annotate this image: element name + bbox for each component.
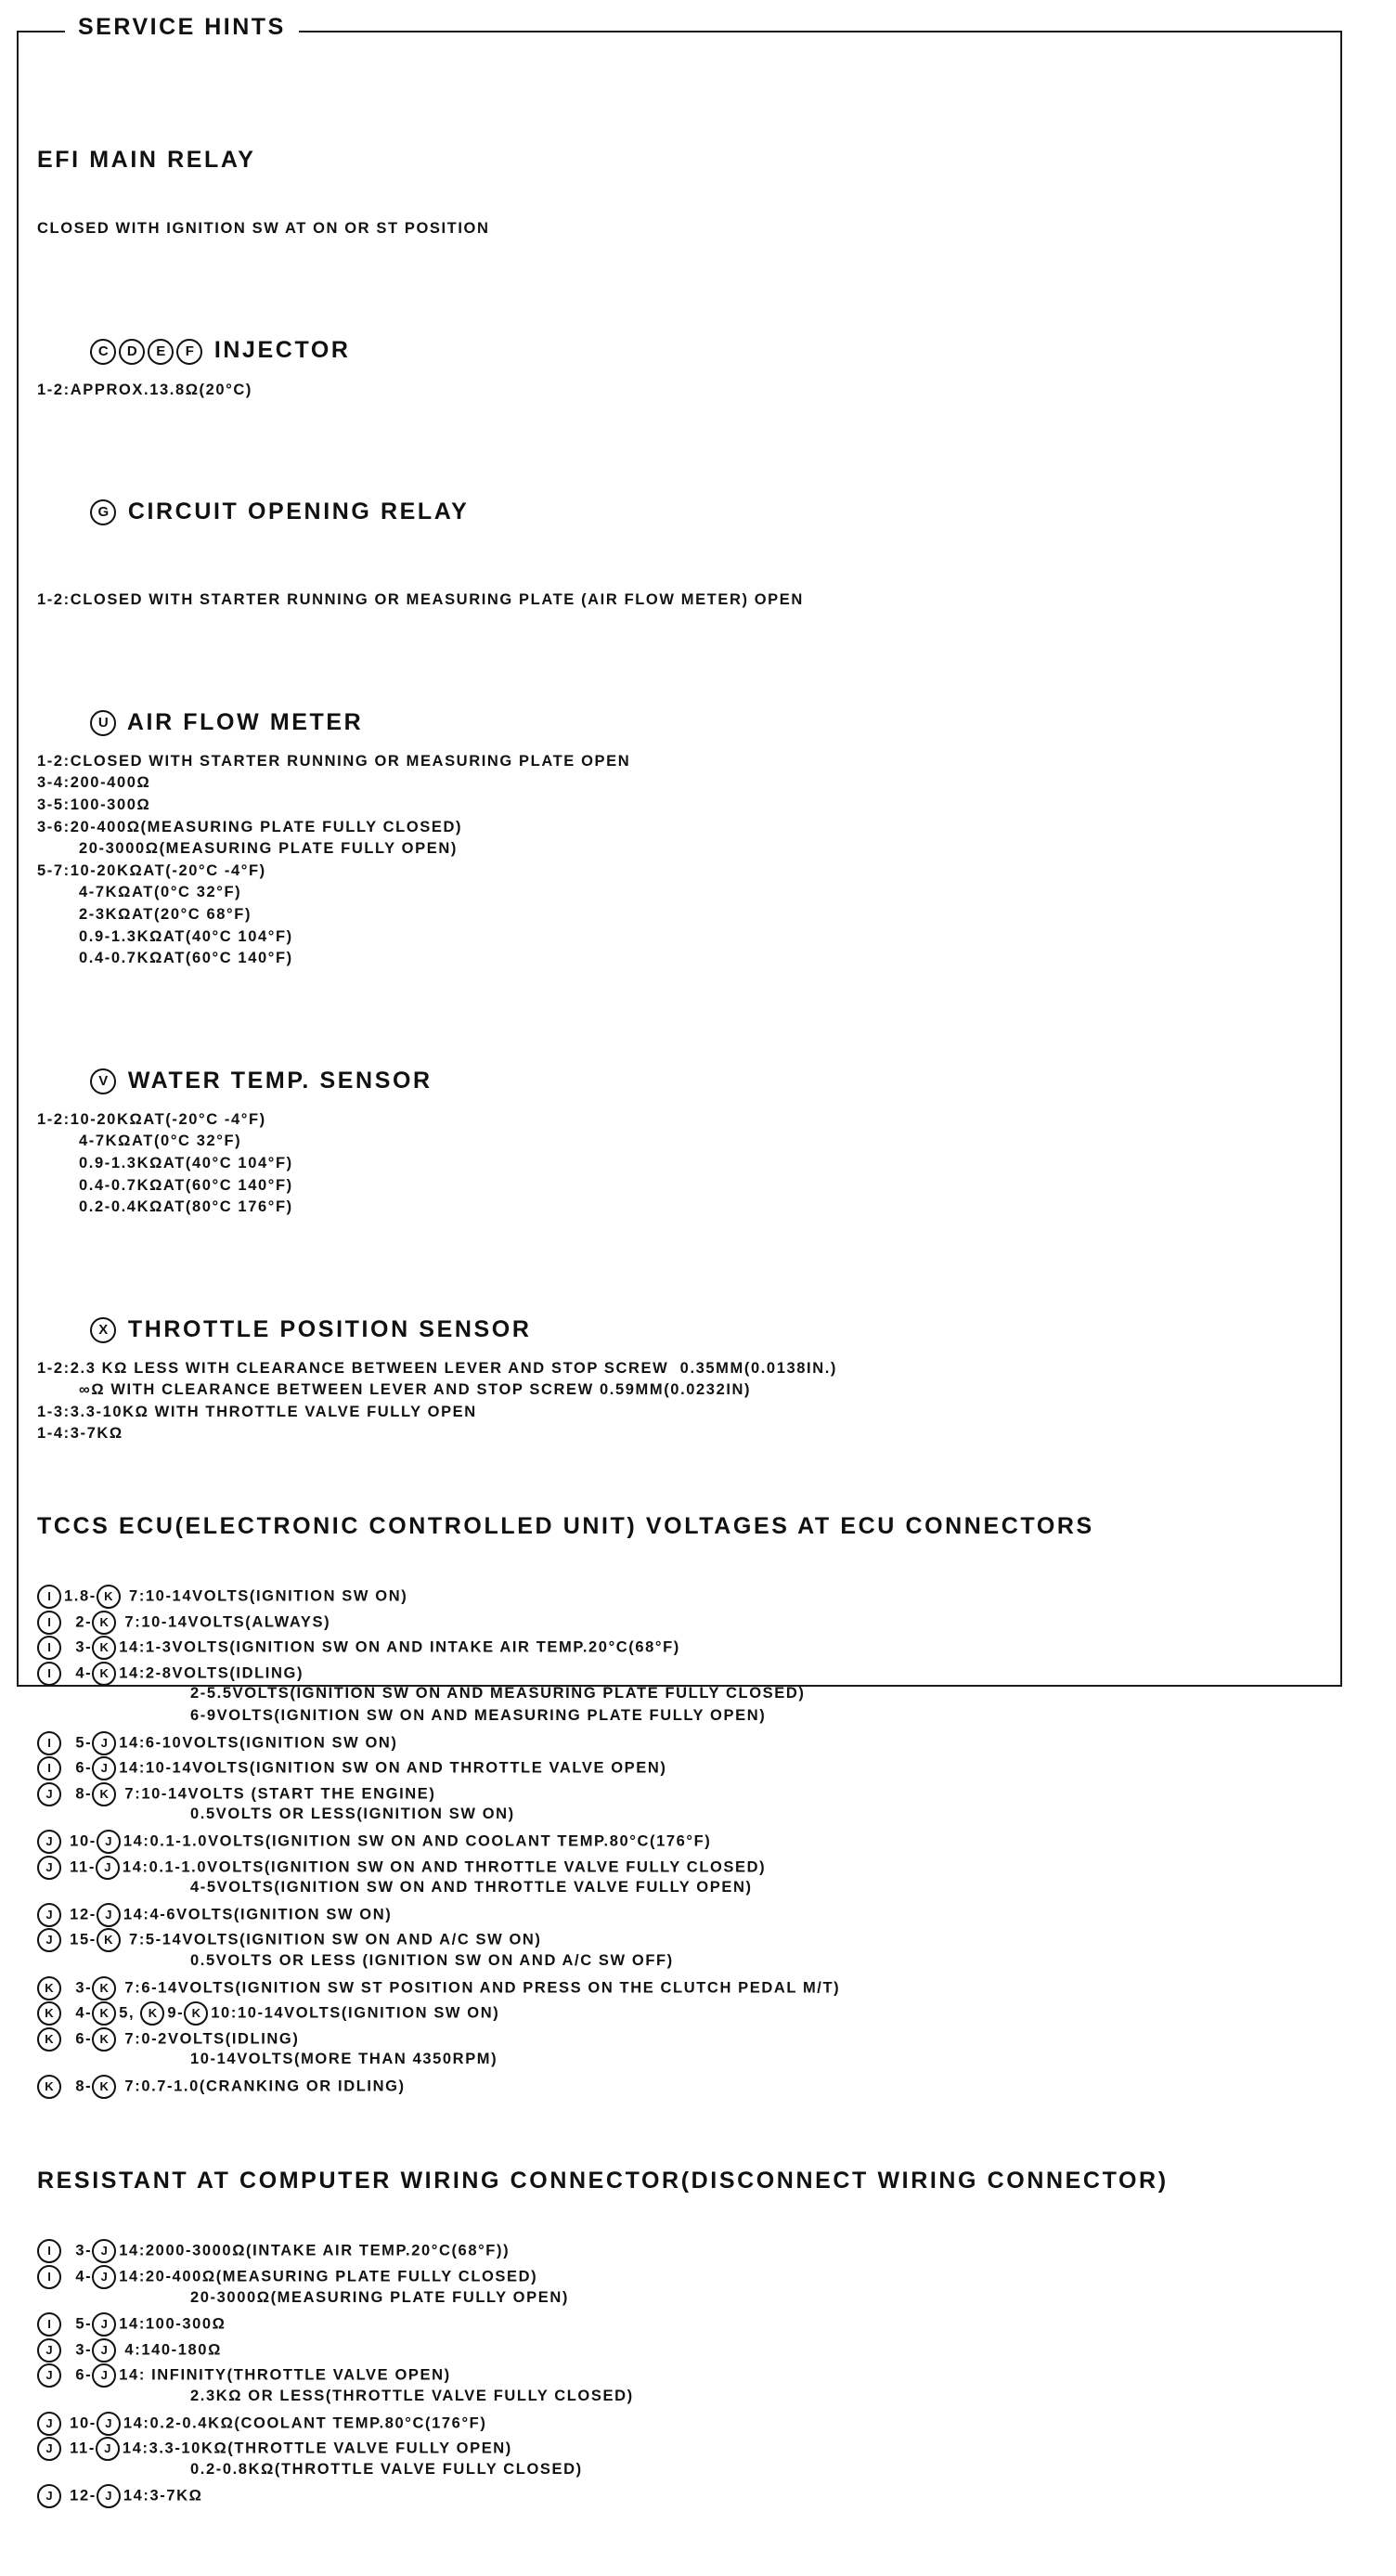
pin-number: 10- — [64, 1832, 97, 1850]
table-row — [37, 2312, 1346, 2335]
connector-k-icon: K — [37, 2075, 61, 2099]
table-row — [37, 1903, 1346, 1925]
air-flow-meter-title: AIR FLOW METER — [126, 708, 364, 735]
spec-value: :3.3-10KΩ(THROTTLE VALVE FULLY OPEN) — [142, 2440, 512, 2457]
air-flow-meter-spec-line: 0.4-0.7KΩAT(60°C 140°F) — [79, 950, 293, 967]
spec-value: :0.7-1.0(CRANKING OR IDLING) — [135, 2078, 406, 2095]
service-hints-content — [37, 79, 1346, 2576]
pin-number: 3- — [64, 1638, 93, 1656]
connector-d-icon: D — [119, 339, 145, 365]
connector-j-icon: J — [37, 2437, 61, 2461]
pin-number: 5- — [64, 2315, 93, 2333]
water-temp-sensor-specs — [37, 1109, 1346, 1219]
table-row — [37, 2412, 1346, 2434]
connector-f-icon: F — [176, 339, 202, 365]
connector-k-icon: K — [92, 1662, 116, 1686]
pin-number: 4- — [64, 2004, 93, 2022]
pin-number: 7 — [119, 2078, 136, 2095]
table-row — [37, 1611, 1346, 1633]
throttle-position-sensor-spec-line: 1-4:3-7KΩ — [37, 1425, 123, 1443]
pin-number: 6- — [64, 2030, 93, 2048]
pin-number: 14 — [119, 1664, 139, 1682]
throttle-position-sensor-specs — [37, 1358, 1346, 1445]
connector-j-icon: J — [97, 2412, 121, 2436]
pin-number: 6- — [64, 2366, 93, 2384]
pin-number: 14 — [119, 2242, 139, 2259]
table-row — [37, 1756, 1346, 1779]
connector-v-icon: V — [90, 1068, 116, 1094]
efi-main-relay-desc: CLOSED WITH IGNITION SW AT ON OR ST POSITION — [37, 219, 490, 237]
connector-k-icon: K — [92, 1782, 116, 1806]
connector-k-icon: K — [97, 1928, 121, 1952]
connector-i-icon: I — [37, 1731, 61, 1755]
spec-value: :6-10VOLTS(IGNITION SW ON) — [138, 1733, 398, 1751]
pin-number: 12- — [64, 2487, 97, 2505]
connector-i-icon: I — [37, 1662, 61, 1686]
pin-number: 7 — [123, 1931, 139, 1948]
table-row — [37, 1856, 1346, 1878]
pin-number: 8- — [64, 1785, 93, 1803]
circuit-opening-relay-desc: 1-2:CLOSED WITH STARTER RUNNING OR MEASURING PLATE (AIR FLOW METER) OPEN — [37, 591, 804, 609]
connector-j-icon: J — [96, 2437, 120, 2461]
pin-number: 7 — [123, 1587, 139, 1605]
pin-number: 7 — [119, 1978, 136, 1996]
spec-value: :0-2VOLTS(IDLING) — [135, 2030, 300, 2048]
pin-number: 5- — [64, 1733, 93, 1751]
table-row — [37, 1731, 1346, 1754]
table-row — [37, 1636, 1346, 1658]
water-temp-sensor-spec-line: 0.4-0.7KΩAT(60°C 140°F) — [79, 1176, 293, 1194]
pin-number: 11- — [64, 1858, 96, 1875]
injector-heading — [37, 305, 1346, 364]
table-row-continuation: 2-5.5VOLTS(IGNITION SW ON AND MEASURING PLATE FULLY CLOSED) — [190, 1685, 806, 1702]
pin-number: 7 — [119, 1785, 136, 1803]
spec-value: :10-14VOLTS(IGNITION SW ON) — [230, 2004, 500, 2022]
spec-value: :10-14VOLTS(IGNITION SW ON) — [138, 1587, 408, 1605]
throttle-position-sensor-title: THROTTLE POSITION SENSOR — [127, 1315, 532, 1342]
table-row — [37, 2027, 1346, 2050]
air-flow-meter-spec-line: 3-6:20-400Ω(MEASURING PLATE FULLY CLOSED) — [37, 818, 463, 835]
efi-main-relay-heading: EFI MAIN RELAY — [37, 146, 256, 173]
table-row-continuation: 6-9VOLTS(IGNITION SW ON AND MEASURING PLATE FULLY OPEN) — [190, 1707, 767, 1724]
pin-number: 4- — [64, 2268, 93, 2285]
air-flow-meter-spec-line: 5-7:10-20KΩAT(-20°C -4°F) — [37, 861, 266, 879]
spec-value: :3-7KΩ — [143, 2487, 203, 2505]
pin-number: 3- — [64, 2242, 93, 2259]
spec-value: : INFINITY(THROTTLE VALVE OPEN) — [138, 2366, 451, 2384]
connector-g-icon: G — [90, 499, 116, 525]
connector-j-icon: J — [37, 1856, 61, 1880]
table-row — [37, 1585, 1346, 1607]
air-flow-meter-spec-line: 3-5:100-300Ω — [37, 796, 151, 814]
table-row — [37, 1662, 1346, 1684]
circuit-opening-relay-title: CIRCUIT OPENING RELAY — [127, 498, 470, 524]
air-flow-meter-specs — [37, 751, 1346, 970]
throttle-position-sensor-spec-line: 1-2:2.3 KΩ LESS WITH CLEARANCE BETWEEN LEVER AND STOP SCREW 0.35MM(0.0138IN.) — [37, 1359, 838, 1377]
connector-j-icon: J — [37, 2412, 61, 2436]
pin-number: 3- — [64, 1978, 93, 1996]
pin-number: 14 — [123, 1832, 144, 1850]
connector-k-icon: K — [92, 2075, 116, 2099]
connector-j-icon: J — [92, 2265, 116, 2289]
table-row-continuation: 2.3KΩ OR LESS(THROTTLE VALVE FULLY CLOSED) — [190, 2388, 634, 2405]
connector-j-icon: J — [92, 2338, 116, 2362]
table-row — [37, 2239, 1346, 2261]
spec-value: :2-8VOLTS(IDLING) — [138, 1664, 304, 1682]
connector-j-icon: J — [92, 2312, 116, 2337]
connector-j-icon: J — [37, 2338, 61, 2362]
ecu-voltages-table — [37, 1585, 1346, 2100]
air-flow-meter-spec-line: 4-7KΩAT(0°C 32°F) — [79, 884, 242, 901]
throttle-position-sensor-spec-line: 1-3:3.3-10KΩ WITH THROTTLE VALVE FULLY OPEN — [37, 1403, 477, 1420]
resistance-table — [37, 2239, 1346, 2510]
water-temp-sensor-spec-line: 0.2-0.4KΩAT(80°C 176°F) — [79, 1198, 293, 1216]
water-temp-sensor-heading — [37, 1036, 1346, 1094]
spec-value: :2000-3000Ω(INTAKE AIR TEMP.20°C(68°F)) — [138, 2242, 511, 2259]
circuit-opening-relay-heading — [37, 467, 1346, 524]
pin-number: 14 — [123, 2487, 144, 2505]
spec-value: :20-400Ω(MEASURING PLATE FULLY CLOSED) — [138, 2268, 538, 2285]
connector-k-icon: K — [37, 2001, 61, 2026]
connector-i-icon: I — [37, 1611, 61, 1635]
pin-number: 3- — [64, 2341, 93, 2359]
connector-k-icon: K — [92, 2027, 116, 2052]
connector-k-icon: K — [140, 2001, 164, 2026]
air-flow-meter-heading — [37, 678, 1346, 735]
air-flow-meter-spec-line: 3-4:200-400Ω — [37, 774, 151, 792]
spec-value: :0.2-0.4KΩ(COOLANT TEMP.80°C(176°F) — [143, 2414, 487, 2431]
spec-value: :0.1-1.0VOLTS(IGNITION SW ON AND THROTTLE VALVE FULLY CLOSED) — [142, 1858, 767, 1875]
table-row — [37, 1928, 1346, 1950]
service-hints-frame — [17, 31, 1342, 2505]
connector-x-icon: X — [90, 1317, 116, 1343]
pin-number: 14 — [119, 2315, 139, 2333]
pin-number: 14 — [119, 2268, 139, 2285]
pin-number: 14 — [119, 1638, 139, 1656]
air-flow-meter-spec-line: 20-3000Ω(MEASURING PLATE FULLY OPEN) — [79, 840, 458, 858]
table-row-continuation: 4-5VOLTS(IGNITION SW ON AND THROTTLE VALVE FULLY OPEN) — [190, 1879, 753, 1896]
water-temp-sensor-spec-line: 1-2:10-20KΩAT(-20°C -4°F) — [37, 1110, 266, 1128]
table-row-continuation: 0.5VOLTS OR LESS(IGNITION SW ON) — [190, 1806, 515, 1823]
pin-number: 14 — [119, 1759, 139, 1777]
connector-k-icon: K — [37, 2027, 61, 2052]
connector-u-icon: U — [90, 710, 116, 736]
air-flow-meter-spec-line: 1-2:CLOSED WITH STARTER RUNNING OR MEASURING PLATE OPEN — [37, 752, 631, 770]
pin-number: 10- — [64, 2414, 97, 2431]
pin-number: 10 — [211, 2004, 231, 2022]
spec-value: :4-6VOLTS(IGNITION SW ON) — [143, 1906, 393, 1923]
pin-number: 14 — [123, 1906, 144, 1923]
table-row — [37, 1782, 1346, 1805]
pin-number: 15- — [64, 1931, 97, 1948]
frame-title: SERVICE HINTS — [65, 14, 299, 41]
connector-j-icon: J — [92, 1731, 116, 1755]
connector-j-icon: J — [37, 1782, 61, 1806]
connector-k-icon: K — [97, 1585, 121, 1609]
connector-i-icon: I — [37, 1636, 61, 1660]
pin-number: 14 — [123, 2414, 144, 2431]
pin-number: 6- — [64, 1759, 93, 1777]
spec-value: :10-14VOLTS(ALWAYS) — [135, 1612, 331, 1630]
pin-number: 14 — [119, 2366, 139, 2384]
water-temp-sensor-spec-line: 0.9-1.3KΩAT(40°C 104°F) — [79, 1154, 293, 1171]
pin-number: 12- — [64, 1906, 97, 1923]
pin-number: 9- — [167, 2004, 185, 2022]
connector-i-icon: I — [37, 1756, 61, 1780]
connector-k-icon: K — [92, 2001, 116, 2026]
table-row — [37, 2484, 1346, 2506]
injector-title: INJECTOR — [213, 337, 351, 364]
pin-number: 4 — [119, 2341, 136, 2359]
pin-number: 8- — [64, 2078, 93, 2095]
table-row — [37, 2075, 1346, 2097]
table-row — [37, 2437, 1346, 2459]
pin-number: 14 — [119, 1733, 139, 1751]
connector-i-icon: I — [37, 2312, 61, 2337]
connector-e-icon: E — [148, 339, 174, 365]
pin-number: 14 — [122, 2440, 143, 2457]
water-temp-sensor-spec-line: 4-7KΩAT(0°C 32°F) — [79, 1133, 242, 1150]
connector-j-icon: J — [97, 1903, 121, 1927]
connector-k-icon: K — [37, 1976, 61, 2000]
connector-k-icon: K — [92, 1976, 116, 2000]
connector-i-icon: I — [37, 2239, 61, 2263]
connector-j-icon: J — [96, 1856, 120, 1880]
connector-j-icon: J — [92, 2363, 116, 2388]
pin-number: 2- — [64, 1612, 93, 1630]
air-flow-meter-spec-line: 0.9-1.3KΩAT(40°C 104°F) — [79, 927, 293, 945]
connector-j-icon: J — [97, 2484, 121, 2508]
connector-c-icon: C — [90, 339, 116, 365]
table-row — [37, 1976, 1346, 1999]
table-row — [37, 2265, 1346, 2287]
pin-number: 7 — [119, 1612, 136, 1630]
connector-j-icon: J — [97, 1830, 121, 1854]
spec-value: :140-180Ω — [135, 2341, 222, 2359]
spec-value: :6-14VOLTS(IGNITION SW ST POSITION AND PRESS ON THE CLUTCH PEDAL M/T) — [135, 1978, 841, 1996]
table-row — [37, 2001, 1346, 2024]
table-row-continuation: 10-14VOLTS(MORE THAN 4350RPM) — [190, 2051, 498, 2068]
throttle-position-sensor-spec-line: ∞Ω WITH CLEARANCE BETWEEN LEVER AND STOP SCREW 0.59MM(0.0232IN) — [79, 1381, 752, 1399]
spec-value: :10-14VOLTS (START THE ENGINE) — [135, 1785, 436, 1803]
connector-k-icon: K — [92, 1636, 116, 1660]
connector-k-icon: K — [92, 1611, 116, 1635]
connector-i-icon: I — [37, 2265, 61, 2289]
pin-number: 7 — [119, 2030, 136, 2048]
injector-desc: 1-2:APPROX.13.8Ω(20°C) — [37, 381, 253, 398]
table-row-continuation: 0.5VOLTS OR LESS (IGNITION SW ON AND A/C SW OFF) — [190, 1951, 674, 1969]
spec-value: :0.1-1.0VOLTS(IGNITION SW ON AND COOLANT TEMP.80°C(176°F) — [143, 1832, 712, 1850]
spec-value: :5-14VOLTS(IGNITION SW ON AND A/C SW ON) — [138, 1931, 542, 1948]
table-row — [37, 1830, 1346, 1852]
resistance-heading: RESISTANT AT COMPUTER WIRING CONNECTOR(DISCONNECT WIRING CONNECTOR) — [37, 2168, 1169, 2194]
pin-number: 4- — [64, 1664, 93, 1682]
table-row — [37, 2363, 1346, 2386]
air-flow-meter-spec-line: 2-3KΩAT(20°C 68°F) — [79, 906, 252, 923]
table-row-continuation: 0.2-0.8KΩ(THROTTLE VALVE FULLY CLOSED) — [190, 2460, 583, 2478]
pin-number: 11- — [64, 2440, 96, 2457]
spec-value: :1-3VOLTS(IGNITION SW ON AND INTAKE AIR TEMP.20°C(68°F) — [138, 1638, 680, 1656]
connector-j-icon: J — [37, 1830, 61, 1854]
connector-j-icon: J — [37, 2363, 61, 2388]
spec-value: :100-300Ω — [138, 2315, 226, 2333]
throttle-position-sensor-heading — [37, 1285, 1346, 1342]
pin-number: 1.8- — [64, 1587, 97, 1605]
water-temp-sensor-title: WATER TEMP. SENSOR — [127, 1067, 433, 1094]
pin-number: 14 — [122, 1858, 143, 1875]
table-row-continuation: 20-3000Ω(MEASURING PLATE FULLY OPEN) — [190, 2288, 569, 2306]
pin-number: 5, — [119, 2004, 136, 2022]
ecu-voltages-heading: TCCS ECU(ELECTRONIC CONTROLLED UNIT) VOLTAGES AT ECU CONNECTORS — [37, 1512, 1094, 1539]
connector-j-icon: J — [92, 1756, 116, 1780]
connector-j-icon: J — [37, 1928, 61, 1952]
connector-i-icon: I — [37, 1585, 61, 1609]
connector-k-icon: K — [184, 2001, 208, 2026]
spec-value: :10-14VOLTS(IGNITION SW ON AND THROTTLE VALVE OPEN) — [138, 1759, 667, 1777]
table-row — [37, 2338, 1346, 2361]
connector-j-icon: J — [92, 2239, 116, 2263]
connector-j-icon: J — [37, 2484, 61, 2508]
connector-j-icon: J — [37, 1903, 61, 1927]
